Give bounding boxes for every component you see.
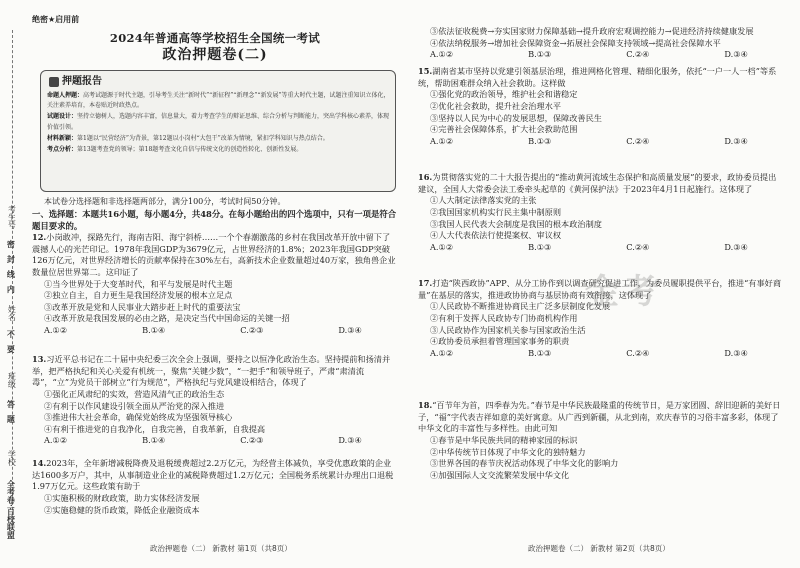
answer-choice[interactable]: B.①③ bbox=[528, 347, 552, 358]
answer-choice[interactable]: A.①② bbox=[44, 435, 68, 446]
report-title: 押题报告 bbox=[62, 76, 102, 87]
statement-option: ③我国人民代表大会制度是我国的根本政治制度 bbox=[430, 218, 602, 229]
binding-sidebar bbox=[0, 0, 26, 568]
question-stem bbox=[32, 232, 398, 279]
sidebar-stamp: 全考卷·百校联盟 bbox=[6, 480, 17, 539]
report-line-label: 试题设计： bbox=[47, 113, 78, 121]
sidebar-name: 姓名 bbox=[7, 305, 17, 321]
answer-choice[interactable]: C.②③ bbox=[240, 325, 264, 336]
question-number: 17. bbox=[418, 278, 433, 288]
statement-option: ②有利于以作风建设引领全面从严治党的深入推进 bbox=[44, 400, 225, 411]
question bbox=[32, 458, 398, 516]
answer-choice[interactable]: A.①② bbox=[430, 347, 454, 358]
statement-option: ①春节是中华民族共同的精神家园的标识 bbox=[430, 434, 578, 445]
left-page bbox=[30, 0, 400, 568]
question-stem bbox=[418, 400, 784, 435]
statement-option: ①人大制定法律落实党的主张 bbox=[430, 195, 537, 206]
question-text: 小岗敢冲，探路先行，海南吉阳、海宁斜桥……一个个春潮激荡的乡村在我国改革开放中留下了震撼人心的光芒印记。1978年我国GDP为3679亿元，占世界经济的1.8%；2023年我国GDP突破126万亿元，对世界经济增长的贡献率保持在30%左右，高新技术企业数量超过40万家，独角兽企业数量位居世界第二。这印证了 bbox=[32, 232, 396, 277]
report-line-text: 第13题考查党的领导；第18题考查文化自信与传统文化的创造性转化、创新性发展。 bbox=[77, 145, 303, 153]
question-stem bbox=[32, 458, 398, 493]
report-line-label: 考点分析： bbox=[47, 145, 78, 153]
answer-choices bbox=[418, 136, 748, 148]
statement-option: ③人民政协作为国家机关参与国家政治生活 bbox=[430, 324, 586, 335]
paper-title: 政治押题卷(二) bbox=[162, 47, 268, 63]
statement-option: ③改革开放是党和人民事业大踏步赶上时代的重要法宝 bbox=[44, 301, 241, 312]
binding-mark: 不 bbox=[6, 330, 17, 338]
binding-mark: 题 bbox=[6, 415, 17, 423]
answer-choice[interactable]: A.①② bbox=[430, 49, 454, 60]
answer-choices bbox=[32, 435, 362, 447]
sidebar-exam-no: 考生号 bbox=[7, 205, 17, 229]
statement-option: ③依法征收税费→夯实国家财力保障基础→提升政府宏观调控能力→促进经济持续健康发展 bbox=[430, 26, 754, 36]
statement-option: ②有利于发挥人民政协专门协商机构作用 bbox=[430, 312, 578, 323]
question-number: 15. bbox=[418, 66, 433, 76]
report-box bbox=[40, 70, 396, 192]
question bbox=[418, 400, 784, 481]
answer-choice[interactable]: D.③④ bbox=[724, 135, 748, 146]
sidebar-class: 班级 bbox=[7, 372, 17, 388]
report-line-label: 命题人押题： bbox=[47, 92, 84, 99]
answer-choice[interactable]: D.③④ bbox=[724, 49, 748, 60]
answer-choice[interactable]: D.③④ bbox=[724, 241, 748, 252]
answer-choice[interactable]: B.①③ bbox=[528, 135, 552, 146]
question-text: 打造“陕西政协”APP、从分工协作到以调查研究促进工作，为委员履职提供平台，推进“有事好商量”在基层的落实，推进政协协商与基层协商有效衔接，这体现了 bbox=[418, 278, 782, 300]
question bbox=[32, 354, 398, 447]
statement-option: ④完善社会保障体系，扩大社会救助范围 bbox=[430, 124, 578, 135]
section-title: 一、选择题：本题共16小题，每小题4分，共48分。在每小题给出的四个选项中，只有一项是符合题目要求的。 bbox=[32, 209, 397, 231]
question bbox=[418, 66, 784, 147]
question-text: “百节年为首，四季春为先。”春节是中华民族最隆重的传统节日，是万家团圆、辞旧迎新的美好日子，“福”字代表吉祥如意的美好寓意。从广西到新疆，从北到南，欢庆春节的习俗丰富多彩，体现了中华文化的丰富性与多样性。由此可知 bbox=[418, 400, 781, 434]
statement-option: ③世界各国的春节庆祝活动体现了中华文化的影响力 bbox=[430, 458, 619, 469]
statement-option: ②实施稳健的货币政策，降低企业融资成本 bbox=[44, 504, 200, 515]
binding-mark: 要 bbox=[6, 345, 17, 353]
answer-choices bbox=[418, 49, 748, 61]
statement-option: ①人民政协不断推进协商民主广泛多层制度化发展 bbox=[430, 301, 611, 312]
answer-choice[interactable]: C.②③ bbox=[240, 435, 264, 446]
statement-option: ①当今世界处于大变革时代，和平与发展是时代主题 bbox=[44, 278, 233, 289]
exam-title: 2024年普通高等学校招生全国统一考试 bbox=[109, 31, 321, 45]
report-line-label: 材料新颖： bbox=[47, 134, 78, 142]
answer-choice[interactable]: D.③④ bbox=[724, 347, 748, 358]
answer-choices bbox=[418, 348, 748, 360]
answer-choice[interactable]: C.②④ bbox=[626, 135, 650, 146]
binding-mark: 密 bbox=[6, 240, 17, 248]
report-line-text: 高考试题源于时代主题，引导考生关注“新时代”“新征程”“新理念”“新发展”等重大时代主题，试题注重知识立体化，关注素养培育，本卷贴近时政热点。 bbox=[47, 92, 390, 110]
statement-option: ④有利于推进党的自我净化，自我完善，自我革新，自我提高 bbox=[44, 423, 266, 434]
statement-option: ②我国国家机构实行民主集中制原则 bbox=[430, 206, 562, 217]
report-line-text: 第1题以“民营经济”为背景，第12题以小岗村“大包干”改革为情境，紧扣学科知识与热点结合。 bbox=[77, 134, 329, 142]
sidebar-school: 学校 bbox=[7, 450, 17, 466]
answer-choices bbox=[418, 242, 748, 254]
statement-option: ③坚持以人民为中心的发展思想，保障改善民生 bbox=[430, 112, 602, 123]
footer-left: 政治押题卷（二） 新教材 第1页（共8页） bbox=[150, 544, 292, 553]
statement-option: ①实施积极的财政政策，助力实体经济发展 bbox=[44, 492, 200, 503]
answer-choices bbox=[32, 325, 362, 337]
statement-option: ④人大代表依法行使提案权、审议权 bbox=[430, 230, 562, 241]
statement-option: ①强化党的政治领导，维护社会和谐稳定 bbox=[430, 89, 578, 100]
answer-choice[interactable]: A.①② bbox=[430, 241, 454, 252]
binding-mark: 线 bbox=[6, 270, 17, 278]
question-stem bbox=[32, 354, 398, 389]
answer-choice[interactable]: D.③④ bbox=[338, 325, 362, 336]
question-text: 2023年，全年新增减税降费及退税缓费超过2.2万亿元，为经营主体减负，享受优惠政策的企业达1600多万户，其中，从事制造业企业的减税降费超过1.2万亿元；全国税务系统累计办理出口退税1.97万亿元。这些政策有助于 bbox=[32, 458, 394, 492]
statement-option: ④依法纳税服务→增加社会保障资金→拓展社会保障支持领域→提高社会保障水平 bbox=[430, 37, 721, 48]
binding-mark: 答 bbox=[6, 400, 17, 408]
report-header bbox=[49, 75, 102, 89]
answer-choice[interactable]: A.①② bbox=[430, 135, 454, 146]
report-icon bbox=[49, 77, 59, 87]
binding-mark: 内 bbox=[6, 285, 17, 293]
question bbox=[418, 172, 784, 253]
report-line bbox=[47, 112, 391, 132]
report-body bbox=[47, 91, 391, 156]
secret-label: 绝密★启用前 bbox=[32, 15, 80, 24]
question-number: 14. bbox=[32, 458, 47, 468]
answer-choice[interactable]: C.②④ bbox=[626, 347, 650, 358]
statement-option: ②中华传统节日体现了中华文化的独特魅力 bbox=[430, 446, 586, 457]
question-number: 13. bbox=[32, 354, 47, 364]
statement-option: ③推进伟大社会革命，确保党始终成为坚强领导核心 bbox=[44, 412, 233, 423]
report-line bbox=[47, 134, 391, 144]
answer-choice[interactable]: C.②④ bbox=[626, 49, 650, 60]
statement-option: ②独立自主，自力更生是我国经济发展的根本立足点 bbox=[44, 290, 233, 301]
answer-choice[interactable]: B.①④ bbox=[142, 325, 166, 336]
question-text: 习近平总书记在二十届中央纪委三次全会上强调，要持之以恒净化政治生态。坚持提前和扬清并举，把严格执纪和关心关爱有机统一，聚焦“关键少数”，“一把手”和领导班子，严肃“肃清流毒”，“立”为党员干部树立“行为规范”，严格执纪与党风建设相结合，体现了 bbox=[32, 354, 391, 388]
statement-option: ④加强国际人文交流繁荣发展中华文化 bbox=[430, 469, 570, 480]
binding-mark: 封 bbox=[6, 255, 17, 263]
report-line-text: 坚持立德树人，选题内容丰富，信息量大，着力考查学生的辩证思维、综合分析与判断能力，突出学科核心素养，体现价值引领。 bbox=[47, 113, 390, 131]
answer-choice[interactable]: C.②④ bbox=[626, 241, 650, 252]
question-stem bbox=[418, 172, 784, 195]
report-line bbox=[47, 91, 391, 111]
statement-option: ②优化社会救助，提升社会治理水平 bbox=[430, 100, 562, 111]
footer-right: 政治押题卷（二） 新教材 第2页（共8页） bbox=[528, 544, 670, 553]
answer-choice[interactable]: B.①③ bbox=[528, 241, 552, 252]
statement-option: ①强化正风肃纪的实效，营造风清气正的政治生态 bbox=[44, 388, 225, 399]
report-line bbox=[47, 145, 391, 155]
question-number: 16. bbox=[418, 172, 433, 182]
question bbox=[418, 26, 784, 61]
question bbox=[32, 232, 398, 337]
answer-choice[interactable]: A.①② bbox=[44, 325, 68, 336]
question-number: 18. bbox=[418, 400, 433, 410]
question-number: 12. bbox=[32, 232, 47, 242]
question-stem bbox=[418, 66, 784, 89]
statement-option: ④政协委员承担着管理国家事务的职责 bbox=[430, 336, 570, 347]
watermark: 金考 bbox=[585, 272, 661, 312]
answer-choice[interactable]: B.①④ bbox=[142, 435, 166, 446]
answer-choice[interactable]: B.①③ bbox=[528, 49, 552, 60]
question-text: 湖南省某市坚持以党建引领基层治理，推进网格化管理、精细化服务，依托“一户一人一档”等系统，帮助困难群众纳入社会救助。这样做 bbox=[418, 66, 777, 88]
exam-notes: 本试卷分选择题和非选择题两部分，满分100分，考试时间50分钟。 bbox=[44, 197, 286, 206]
question-text: 为贯彻落实党的二十大报告提出的“推动黄河流域生态保护和高质量发展”的要求，政协委员提出建议，全国人大常委会法工委牵头起草的《黄河保护法》于2023年4月1日起施行。这体现了 bbox=[418, 172, 777, 194]
answer-choice[interactable]: D.③④ bbox=[338, 435, 362, 446]
statement-option: ④改革开放是我国发展的必由之路，是决定当代中国命运的关键一招 bbox=[44, 313, 290, 324]
